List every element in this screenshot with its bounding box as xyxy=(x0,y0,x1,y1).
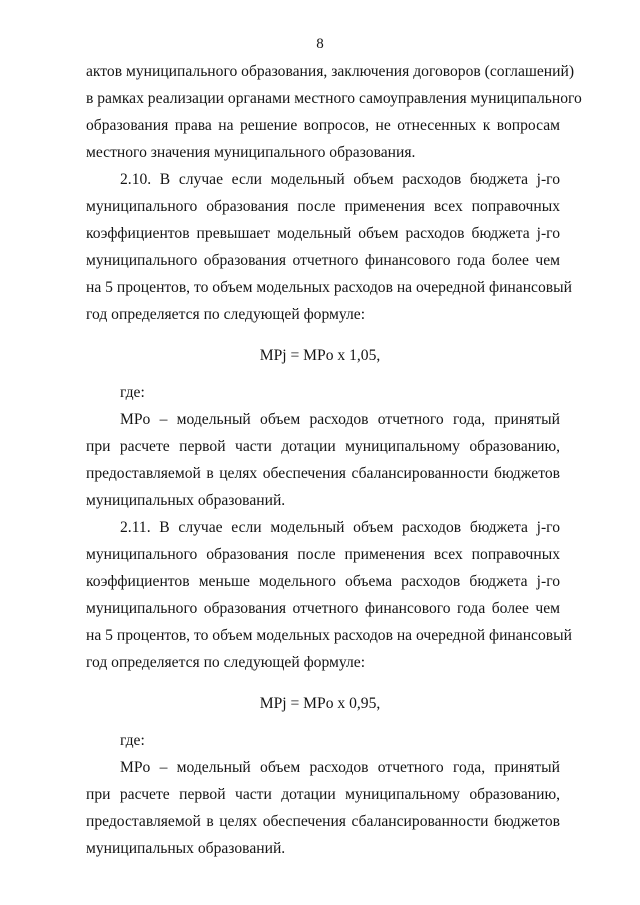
section-2-10-line: коэффициентов превышает модельный объем расходов бюджета j-го xyxy=(86,225,560,242)
section-2-11-line: коэффициентов меньше модельного объема расходов бюджета j-го xyxy=(86,573,560,590)
definition-line: MPo – модельный объем расходов отчетного года, принятый xyxy=(120,411,560,428)
definition-line: при расчете первой части дотации муниципальному образованию, xyxy=(86,438,560,455)
section-2-10-line: муниципального образования после применения всех поправочных xyxy=(86,198,560,215)
formula-2-11: MPj = MPo x 0,95, xyxy=(259,695,381,712)
section-2-10-line: на 5 процентов, то объем модельных расходов на очередной финансовый xyxy=(86,279,572,296)
section-2-10-line: муниципального образования отчетного финансового года более чем xyxy=(86,252,560,269)
definition-line: предоставляемой в целях обеспечения сбалансированности бюджетов xyxy=(86,465,560,482)
definition-line: муниципальных образований. xyxy=(86,492,286,509)
paragraph-line: актов муниципального образования, заключения договоров (соглашений) xyxy=(86,63,575,80)
paragraph-line: в рамках реализации органами местного самоуправления муниципального xyxy=(86,90,582,107)
paragraph-line: местного значения муниципального образования. xyxy=(86,144,416,161)
where-label: где: xyxy=(120,732,145,749)
section-2-11-line: на 5 процентов, то объем модельных расходов на очередной финансовый xyxy=(86,627,572,644)
formula-2-10: MPj = MPo x 1,05, xyxy=(259,347,381,364)
page-number: 8 xyxy=(316,36,324,52)
section-2-11-line: муниципального образования отчетного финансового года более чем xyxy=(86,600,560,617)
section-2-10-line: год определяется по следующей формуле: xyxy=(86,306,366,323)
section-2-11-line: год определяется по следующей формуле: xyxy=(86,654,366,671)
where-label: где: xyxy=(120,384,145,401)
paragraph-line: образования права на решение вопросов, не отнесенных к вопросам xyxy=(86,117,560,134)
definition-line: при расчете первой части дотации муниципальному образованию, xyxy=(86,786,560,803)
definition-line: предоставляемой в целях обеспечения сбалансированности бюджетов xyxy=(86,813,560,830)
definition-line: MPo – модельный объем расходов отчетного года, принятый xyxy=(120,759,560,776)
definition-line: муниципальных образований. xyxy=(86,840,286,857)
section-2-11-line: муниципального образования после применения всех поправочных xyxy=(86,546,560,563)
section-2-11-line: 2.11. В случае если модельный объем расходов бюджета j-го xyxy=(120,519,560,536)
section-2-10-line: 2.10. В случае если модельный объем расходов бюджета j-го xyxy=(120,171,560,188)
